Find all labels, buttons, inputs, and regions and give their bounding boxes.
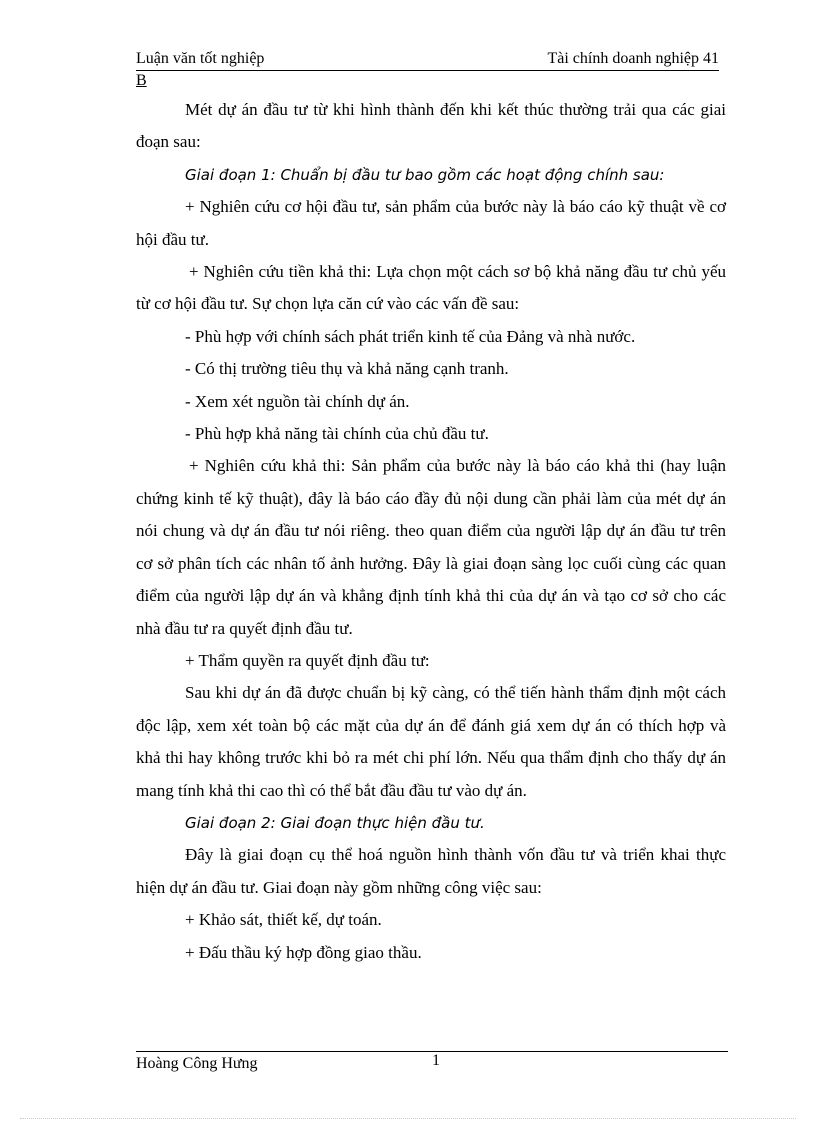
paragraph-prefeasibility: + Nghiên cứu tiền khả thi: Lựa chọn một cách sơ bộ khả năng đầu tư chủ yếu từ cơ hội đầu tư. Sự chọn lựa căn cứ vào các vấn đề sau:	[136, 262, 726, 314]
list-item: - Phù hợp với chính sách phát triển kinh tế của Đảng và nhà nước.	[185, 326, 636, 346]
footer-author: Hoàng Công Hưng	[136, 1055, 258, 1072]
paragraph-authority: + Thẩm quyền ra quyết định đầu tư:	[185, 650, 430, 670]
list-item: - Có thị trường tiêu thụ và khả năng cạnh tranh.	[185, 359, 509, 379]
list-item: + Đấu thầu ký hợp đồng giao thầu.	[185, 942, 422, 962]
page-header	[136, 50, 719, 71]
stage-1-heading: Giai đoạn 1: Chuẩn bị đầu tư bao gồm các hoạt động chính sau:	[185, 165, 665, 184]
header-continuation: B	[136, 72, 147, 89]
list-item: + Khảo sát, thiết kế, dự toán.	[185, 910, 382, 930]
stage-2-heading: Giai đoạn 2: Giai đoạn thực hiện đầu tư.	[185, 813, 485, 832]
paragraph-implementation: Đây là giai đoạn cụ thể hoá nguồn hình thành vốn đầu tư và triển khai thực hiện dự án đầu tư. Giai đoạn này gồm những công việc sau:	[136, 845, 726, 897]
paragraph-appraisal: Sau khi dự án đã được chuẩn bị kỹ càng, có thể tiến hành thẩm định một cách độc lập, xem xét toàn bộ các mặt của dự án để đánh giá xem dự án có thích hợp và khả thi hay không trước khi bỏ ra mét chi phí lớn. Nếu qua thẩm định cho thấy dự án mang tính khả thi cao thì có thể bắt đầu đầu tư vào dự án.	[136, 683, 726, 800]
header-subject: Tài chính doanh nghiệp 41	[547, 50, 719, 67]
paragraph-opportunity-study: + Nghiên cứu cơ hội đầu tư, sản phẩm của bước này là báo cáo kỹ thuật về cơ hội đầu tư.	[136, 197, 726, 249]
page-number: 1	[432, 1052, 440, 1069]
document-body	[136, 94, 726, 969]
paragraph-intro: Mét dự án đầu tư từ khi hình thành đến khi kết thúc thường trải qua các giai đoạn sau:	[136, 100, 726, 152]
list-item: - Phù hợp khả năng tài chính của chủ đầu tư.	[185, 424, 489, 444]
list-item: - Xem xét nguồn tài chính dự án.	[185, 391, 410, 411]
header-thesis-title: Luận văn tốt nghiệp	[136, 50, 265, 67]
paragraph-feasibility: + Nghiên cứu khả thi: Sản phẩm của bước này là báo cáo khả thi (hay luận chứng kinh tế kỹ thuật), đây là báo cáo đầy đủ nội dung cần phải làm của mét dự án nói chung và dự án đầu tư nói riêng. theo quan điểm của người lập dự án đầu tư trên cơ sở phân tích các nhân tố ảnh hưởng. Đây là giai đoạn sàng lọc cuối cùng các quan điểm của người lập dự án và khẳng định tính khả thi của dự án và tạo cơ sở cho các nhà đầu tư ra quyết định đầu tư.	[136, 456, 726, 638]
page-bottom-divider	[20, 1118, 796, 1119]
